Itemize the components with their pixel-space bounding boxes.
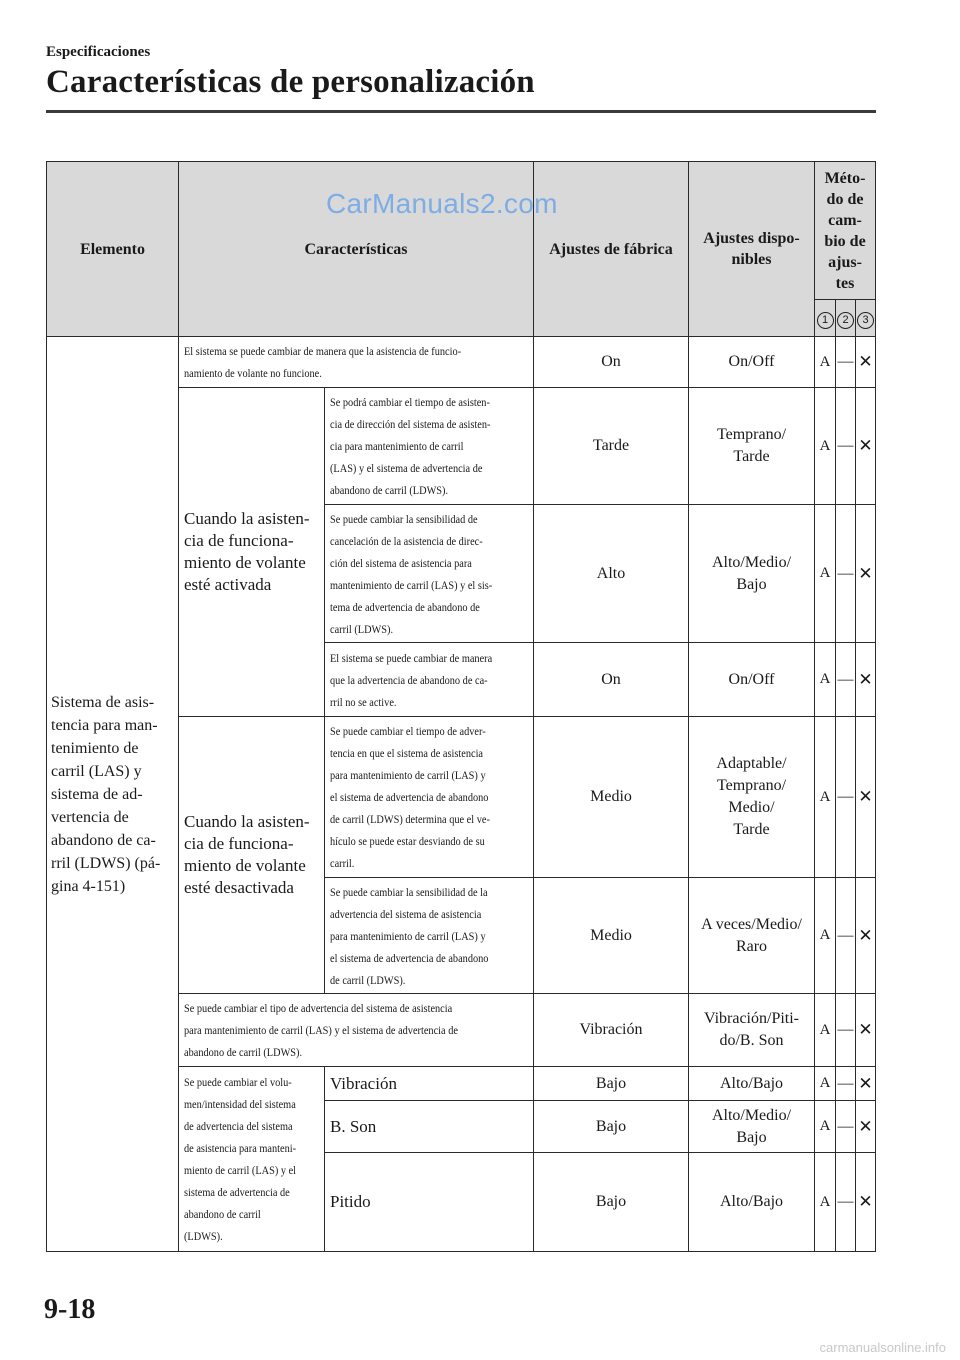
available-settings: Alto/Bajo	[689, 1153, 815, 1252]
method-1-value: A	[815, 994, 836, 1067]
feature-description: Se puede cambiar la sensibilidad de cancelación de la asistencia de direc- ción del sistema de asistencia para mantenimiento de carril (LAS) y el sis- tema de advertencia de abandono de carril (LDWS).	[325, 505, 534, 643]
factory-setting: Tarde	[534, 388, 689, 505]
feature-description: El sistema se puede cambiar de manera que la advertencia de abandono de ca- rril no se active.	[325, 643, 534, 717]
method-2-value: —	[836, 388, 856, 505]
method-3-cross: ✕	[856, 505, 876, 643]
available-settings: On/Off	[689, 643, 815, 717]
method-3-cross: ✕	[856, 878, 876, 994]
method-1-value: A	[815, 1067, 836, 1101]
method-2-value: —	[836, 994, 856, 1067]
title-rule	[46, 110, 876, 113]
feature-description: El sistema se puede cambiar de manera que la asistencia de funcio- namiento de volante no funcione.	[179, 337, 534, 388]
method-1-value: A	[815, 1153, 836, 1252]
factory-setting: Medio	[534, 717, 689, 878]
header-method-1	[815, 300, 836, 337]
method-3-cross: ✕	[856, 1067, 876, 1101]
available-settings: On/Off	[689, 337, 815, 388]
section-label: Especificaciones	[46, 44, 151, 60]
method-3-cross: ✕	[856, 1101, 876, 1153]
feature-description: Se podrá cambiar el tiempo de asisten- cia de dirección del sistema de asisten- cia para mantenimiento de carril (LAS) y el sistema de advertencia de abandono de carril (LDWS).	[325, 388, 534, 505]
footer-watermark: carmanualsonline.info	[819, 1340, 946, 1355]
element-cell: Sistema de asis- tencia para man- tenimiento de carril (LAS) y sistema de ad- vertencia de abandono de ca- rril (LDWS) (pá- gina 4-151)	[47, 337, 179, 1252]
factory-setting: Bajo	[534, 1153, 689, 1252]
page-title: Características de personalización	[46, 64, 535, 100]
feature-description: Se puede cambiar el tiempo de adver- tencia en que el sistema de asistencia para mantenimiento de carril (LAS) y el sistema de advertencia de abandono de carril (LDWS) determina que el ve- hículo se puede estar desviando de su carril.	[325, 717, 534, 878]
header-elemento: Elemento	[47, 162, 179, 337]
available-settings: Temprano/ Tarde	[689, 388, 815, 505]
feature-description: Vibración	[325, 1067, 534, 1101]
header-method-2	[836, 300, 856, 337]
circled-number-1: 1	[817, 312, 834, 329]
factory-setting: On	[534, 337, 689, 388]
factory-setting: Vibración	[534, 994, 689, 1067]
method-2-value: —	[836, 505, 856, 643]
factory-setting: On	[534, 643, 689, 717]
available-settings: A veces/Medio/ Raro	[689, 878, 815, 994]
header-ajustes-fabrica: Ajustes de fábrica	[534, 162, 689, 337]
factory-setting: Medio	[534, 878, 689, 994]
header-ajustes-disponibles: Ajustes dispo- nibles	[689, 162, 815, 337]
method-1-value: A	[815, 717, 836, 878]
feature-description: Pitido	[325, 1153, 534, 1252]
table-row	[47, 337, 876, 388]
method-1-value: A	[815, 643, 836, 717]
method-1-value: A	[815, 388, 836, 505]
available-settings: Adaptable/ Temprano/ Medio/ Tarde	[689, 717, 815, 878]
factory-setting: Bajo	[534, 1067, 689, 1101]
page-number: 9-18	[44, 1294, 96, 1325]
factory-setting: Bajo	[534, 1101, 689, 1153]
group-label-active: Cuando la asisten- cia de funciona- miento de volante esté activada	[179, 388, 325, 717]
method-1-value: A	[815, 878, 836, 994]
available-settings: Vibración/Piti- do/B. Son	[689, 994, 815, 1067]
circled-number-3: 3	[857, 312, 874, 329]
feature-description: B. Son	[325, 1101, 534, 1153]
method-2-value: —	[836, 878, 856, 994]
header-metodo-cambio: Méto- do de cam- bio de ajus- tes	[815, 162, 876, 300]
method-2-value: —	[836, 1101, 856, 1153]
method-3-cross: ✕	[856, 717, 876, 878]
method-2-value: —	[836, 643, 856, 717]
feature-description: Se puede cambiar la sensibilidad de la advertencia del sistema de asistencia para mantenimiento de carril (LAS) y el sistema de advertencia de abandono de carril (LDWS).	[325, 878, 534, 994]
method-3-cross: ✕	[856, 643, 876, 717]
header-method-3	[856, 300, 876, 337]
customization-table	[46, 161, 876, 1252]
available-settings: Alto/Medio/ Bajo	[689, 1101, 815, 1153]
feature-description: Se puede cambiar el tipo de advertencia del sistema de asistencia para mantenimiento de carril (LAS) y el sistema de advertencia de abandono de carril (LDWS).	[179, 994, 534, 1067]
method-2-value: —	[836, 1067, 856, 1101]
factory-setting: Alto	[534, 505, 689, 643]
method-3-cross: ✕	[856, 994, 876, 1067]
method-1-value: A	[815, 505, 836, 643]
watermark-text: CarManuals2.com	[326, 188, 558, 219]
method-1-value: A	[815, 1101, 836, 1153]
method-2-value: —	[836, 337, 856, 388]
group-label-volume: Se puede cambiar el volu- men/intensidad del sistema de advertencia del sistema de asistencia para manteni- miento de carril (LAS) y el sistema de advertencia de abandono de carril (LDWS).	[179, 1067, 325, 1252]
method-2-value: —	[836, 1153, 856, 1252]
method-1-value: A	[815, 337, 836, 388]
method-2-value: —	[836, 717, 856, 878]
header-caracteristicas: Características	[179, 162, 534, 337]
method-3-cross: ✕	[856, 388, 876, 505]
method-3-cross: ✕	[856, 337, 876, 388]
circled-number-2: 2	[837, 312, 854, 329]
method-3-cross: ✕	[856, 1153, 876, 1252]
group-label-inactive: Cuando la asisten- cia de funciona- miento de volante esté desactivada	[179, 717, 325, 994]
available-settings: Alto/Bajo	[689, 1067, 815, 1101]
available-settings: Alto/Medio/ Bajo	[689, 505, 815, 643]
